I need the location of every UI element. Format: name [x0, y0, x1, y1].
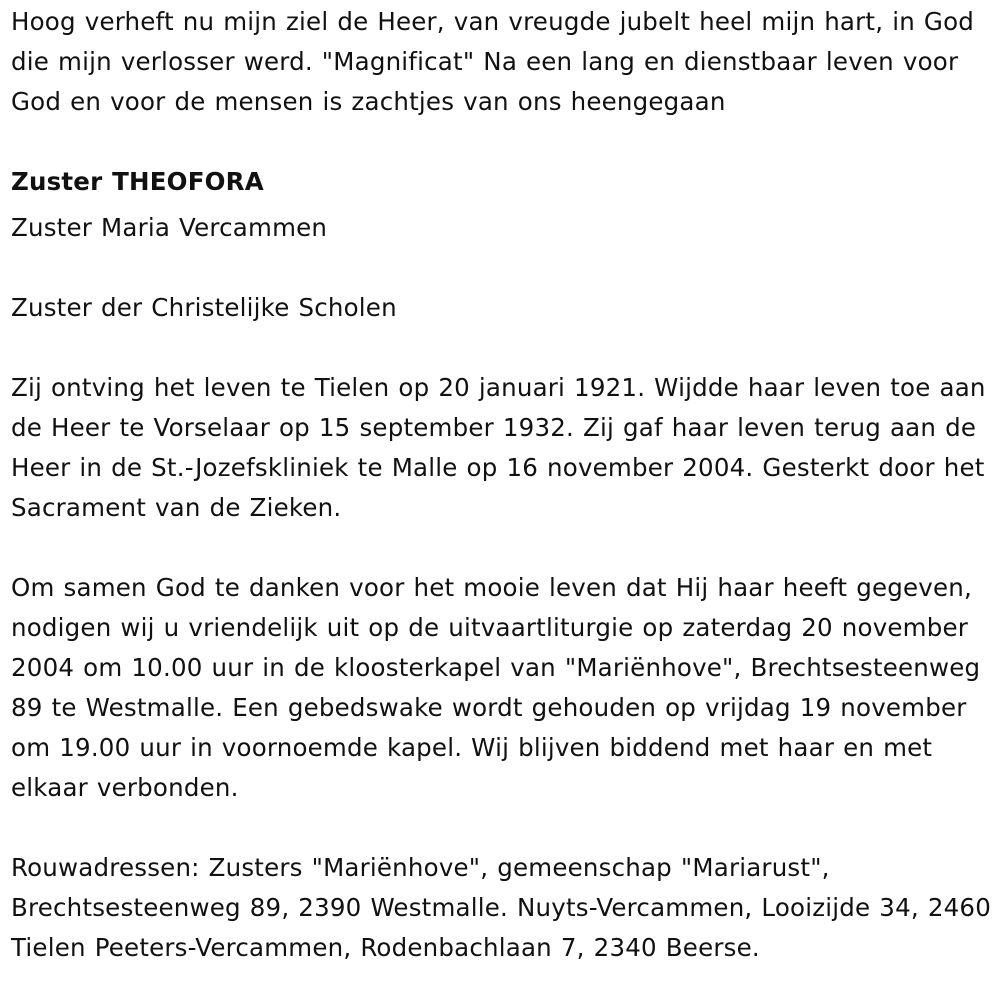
- addresses-paragraph: Rouwadressen: Zusters "Mariënhove", gemeenschap "Mariarust", Brechtsesteenweg 89, 2390 Westmalle. Nuyts-Vercammen, Looizijde 34, 2460 Tielen Peeters-Vercammen, Rodenbachlaan 7, 2340 Beerse.: [11, 853, 991, 962]
- civil-name: Zuster Maria Vercammen: [11, 213, 328, 242]
- spacer: [11, 328, 991, 368]
- life-paragraph: Zij ontving het leven te Tielen op 20 januari 1921. Wijdde haar leven toe aan de Heer te Vorselaar op 15 september 1932. Zij gaf haar leven terug aan de Heer in de St.-Jozefskliniek te Malle op 16 november 2004. Gesterkt door het Sacrament van de Zieken.: [11, 373, 986, 522]
- spacer: [11, 248, 991, 288]
- obituary-text: [11, 2, 991, 968]
- spacer: [11, 808, 991, 848]
- congregation: Zuster der Christelijke Scholen: [11, 293, 397, 322]
- spacer: [11, 122, 991, 162]
- spacer: [11, 528, 991, 568]
- religious-name: Zuster THEOFORA: [11, 167, 264, 196]
- intro-paragraph: Hoog verheft nu mijn ziel de Heer, van vreugde jubelt heel mijn hart, in God die mijn verlosser werd. "Magnificat" Na een lang en dienstbaar leven voor God en voor de mensen is zachtjes van ons heengegaan: [11, 7, 975, 116]
- funeral-paragraph: Om samen God te danken voor het mooie leven dat Hij haar heeft gegeven, nodigen wij u vriendelijk uit op de uitvaartliturgie op zaterdag 20 november 2004 om 10.00 uur in de kloosterkapel van "Mariënhove", Brechtsesteenweg 89 te Westmalle. Een gebedswake wordt gehouden op vrijdag 19 november om 19.00 uur in voornoemde kapel. Wij blijven biddend met haar en met elkaar verbonden.: [11, 573, 981, 802]
